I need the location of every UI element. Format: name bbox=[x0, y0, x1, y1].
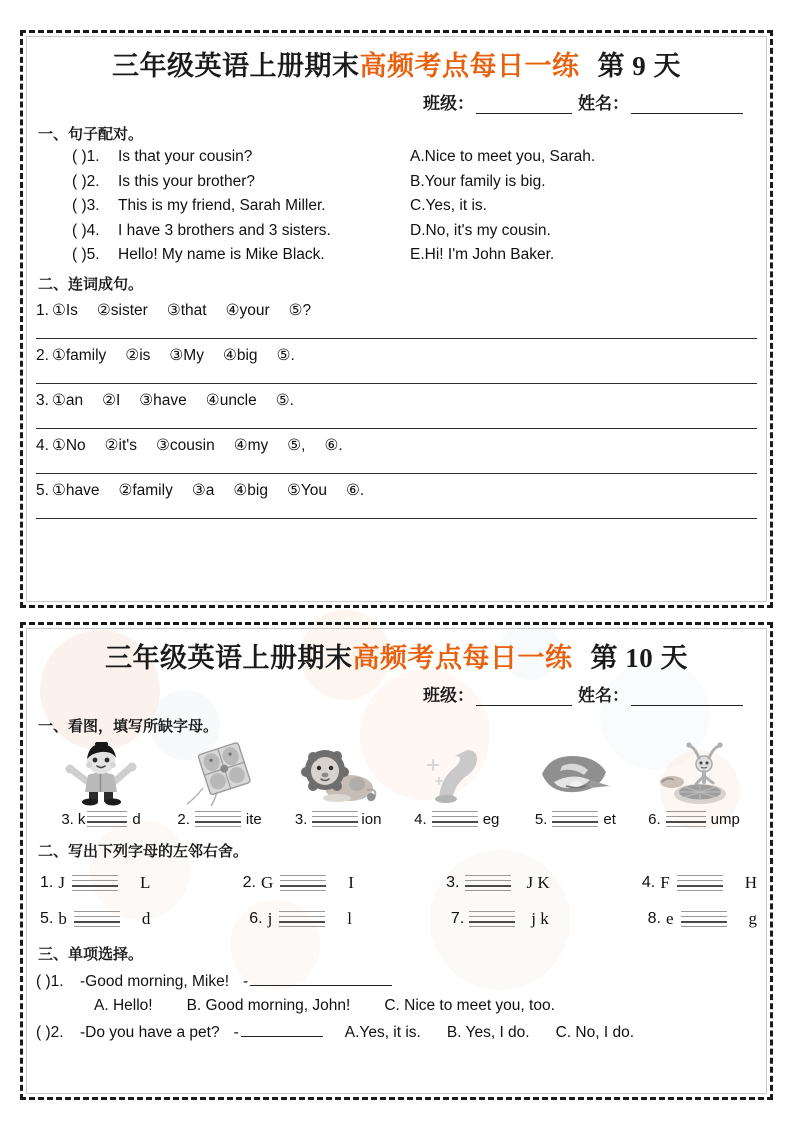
item-number: 2. bbox=[177, 810, 190, 828]
table-row bbox=[36, 246, 757, 264]
answer-rule[interactable] bbox=[36, 382, 757, 384]
list-item bbox=[451, 909, 549, 929]
item-number: 6. bbox=[648, 810, 661, 828]
list-item bbox=[635, 740, 753, 828]
answer-rule[interactable] bbox=[36, 517, 757, 519]
table-row bbox=[36, 197, 757, 215]
list-item bbox=[36, 301, 757, 339]
student-info-line-day10 bbox=[36, 681, 757, 706]
title-day-part: 第 10 天 bbox=[590, 643, 688, 673]
writing-guide-blank[interactable] bbox=[469, 910, 515, 928]
writing-guide-blank[interactable] bbox=[677, 874, 723, 892]
letter-after: I bbox=[348, 873, 354, 892]
letter-before: b bbox=[58, 909, 67, 928]
student-info-line-day9 bbox=[36, 89, 757, 114]
writing-guide-blank[interactable] bbox=[280, 874, 326, 892]
item-number: 8. bbox=[647, 910, 661, 927]
answer-paren[interactable]: ( )2. bbox=[72, 172, 100, 190]
leg-icon bbox=[398, 740, 516, 806]
list-item bbox=[243, 873, 354, 893]
mc-option[interactable]: A. Hello! bbox=[94, 997, 153, 1014]
item-number: 4. bbox=[641, 874, 656, 891]
match-question: This is my friend, Sarah Miller. bbox=[118, 197, 326, 214]
word-token: ⑥. bbox=[346, 482, 365, 499]
page-title-day9 bbox=[36, 44, 757, 83]
name-label: 姓名： bbox=[578, 94, 629, 114]
answer-rule[interactable] bbox=[36, 337, 757, 339]
picture-answer bbox=[635, 810, 753, 828]
section-heading-word-order: 二、连词成句。 bbox=[38, 275, 144, 293]
word-token: ⑤You bbox=[286, 482, 328, 499]
word-token: ④uncle bbox=[205, 392, 257, 409]
match-answer: A.Nice to meet you, Sarah. bbox=[410, 148, 596, 165]
section-heading-matching: 一、句子配对。 bbox=[38, 125, 144, 143]
match-question: Is this your brother? bbox=[118, 172, 255, 190]
list-item bbox=[40, 873, 150, 893]
writing-guide-blank[interactable] bbox=[666, 810, 706, 828]
word-token: ③a bbox=[191, 482, 215, 499]
mc-question: -Good morning, Mike! bbox=[80, 973, 230, 990]
letter-before: F bbox=[660, 873, 670, 892]
letter-after: d bbox=[141, 909, 151, 928]
letter-after: J K bbox=[526, 873, 550, 892]
list-item bbox=[36, 391, 757, 429]
item-number: 3. bbox=[61, 810, 74, 828]
answer-paren[interactable]: ( )2. bbox=[36, 1024, 64, 1041]
answer-rule[interactable] bbox=[36, 472, 757, 474]
word-token: ④my bbox=[233, 437, 269, 454]
jump-icon bbox=[635, 740, 753, 806]
writing-guide-blank[interactable] bbox=[279, 910, 325, 928]
match-answer: B.Your family is big. bbox=[410, 172, 546, 190]
day9-content bbox=[20, 30, 773, 608]
word-token: ①Is bbox=[51, 302, 78, 319]
word-token: ①family bbox=[51, 347, 107, 364]
writing-guide-blank[interactable] bbox=[72, 874, 118, 892]
word-token: ②family bbox=[118, 482, 173, 499]
writing-guide-blank[interactable] bbox=[432, 810, 478, 828]
section-heading-multiple-choice: 三、单项选择。 bbox=[38, 945, 144, 963]
picture-answer bbox=[516, 810, 634, 828]
word-token: ①an bbox=[51, 392, 84, 409]
item-number: 1. bbox=[36, 302, 49, 319]
mc-options bbox=[345, 1024, 660, 1042]
title-black-part: 三年级英语上册期末 bbox=[105, 643, 353, 674]
item-number: 5. bbox=[36, 482, 49, 499]
picture-letter-exercise bbox=[42, 740, 753, 828]
list-item bbox=[161, 740, 279, 828]
table-row bbox=[36, 148, 757, 166]
letter-after: l bbox=[347, 909, 353, 928]
list-item bbox=[36, 481, 757, 519]
lion-icon bbox=[279, 740, 397, 806]
list-item bbox=[279, 740, 397, 828]
table-row bbox=[36, 222, 757, 240]
word-token: ⑤, bbox=[287, 437, 306, 454]
writing-guide-blank[interactable] bbox=[681, 910, 727, 928]
letter-after: g bbox=[748, 909, 757, 928]
neighbour-letters-row-2 bbox=[36, 909, 757, 929]
list-item bbox=[42, 740, 160, 828]
day10-content bbox=[20, 622, 773, 1100]
mc-question: -Do you have a pet? bbox=[80, 1024, 220, 1041]
word-token: ⑤? bbox=[288, 302, 312, 319]
list-item bbox=[516, 740, 634, 828]
item-number: 3. bbox=[36, 392, 49, 409]
mc-option[interactable]: C. No, I do. bbox=[555, 1024, 635, 1041]
answer-rule[interactable] bbox=[36, 427, 757, 429]
match-answer: C.Yes, it is. bbox=[410, 197, 487, 214]
item-number: 4. bbox=[414, 810, 427, 828]
letter-suffix: ump bbox=[710, 810, 740, 828]
word-token: ④your bbox=[225, 302, 270, 319]
list-item bbox=[36, 346, 757, 384]
kite-icon bbox=[161, 740, 279, 806]
word-token: ③have bbox=[139, 392, 187, 409]
writing-guide-blank[interactable] bbox=[74, 910, 120, 928]
writing-guide-blank[interactable] bbox=[195, 810, 241, 828]
picture-answer bbox=[279, 810, 397, 828]
picture-answer bbox=[398, 810, 516, 828]
neighbour-letters-row-1 bbox=[36, 873, 757, 893]
item-number: 2. bbox=[242, 874, 256, 891]
match-answer: D.No, it's my cousin. bbox=[410, 221, 551, 239]
letter-before: e bbox=[665, 909, 674, 928]
mc-option[interactable]: A.Yes, it is. bbox=[344, 1024, 421, 1041]
picture-answer bbox=[42, 810, 160, 828]
mc-dash: - bbox=[233, 1024, 239, 1041]
list-item bbox=[36, 971, 757, 991]
mc-option[interactable]: B. Good morning, John! bbox=[186, 997, 351, 1014]
page-title-day10 bbox=[36, 636, 757, 675]
item-number: 5. bbox=[40, 910, 54, 927]
word-token: ①No bbox=[51, 437, 86, 454]
name-input-blank[interactable] bbox=[631, 97, 743, 114]
letter-prefix: k bbox=[77, 810, 86, 828]
letter-suffix: ion bbox=[361, 810, 382, 828]
item-number: 7. bbox=[450, 910, 465, 927]
letter-after: j k bbox=[531, 909, 549, 928]
name-input-blank[interactable] bbox=[631, 689, 743, 706]
item-number: 1. bbox=[40, 874, 54, 891]
item-number: 6. bbox=[249, 910, 263, 927]
word-token: ③cousin bbox=[156, 437, 215, 454]
mc-option[interactable]: C. Nice to meet you, too. bbox=[384, 997, 555, 1014]
class-input-blank[interactable] bbox=[476, 97, 572, 114]
letter-suffix: et bbox=[603, 810, 616, 828]
list-item bbox=[642, 873, 757, 893]
section-heading-picture-letters: 一、看图，填写所缺字母。 bbox=[38, 717, 219, 735]
letter-before: G bbox=[260, 873, 274, 892]
list-item bbox=[398, 740, 516, 828]
class-label: 班级： bbox=[423, 686, 474, 706]
match-answer: E.Hi! I'm John Baker. bbox=[410, 246, 555, 263]
class-label: 班级： bbox=[423, 94, 474, 114]
word-token: ⑥. bbox=[324, 437, 343, 454]
letter-suffix: eg bbox=[482, 810, 500, 828]
picture-answer bbox=[161, 810, 279, 828]
word-token: ⑤. bbox=[275, 392, 294, 409]
list-item bbox=[36, 1022, 757, 1042]
writing-guide-blank[interactable] bbox=[465, 874, 511, 892]
table-row bbox=[36, 173, 757, 191]
list-item bbox=[249, 909, 352, 929]
list-item bbox=[648, 909, 757, 929]
kid-icon bbox=[42, 740, 160, 806]
jet-icon bbox=[516, 740, 634, 806]
word-token: ③My bbox=[169, 347, 204, 364]
title-black-part: 三年级英语上册期末 bbox=[112, 51, 360, 82]
list-item bbox=[36, 436, 757, 474]
word-order-exercise bbox=[36, 301, 757, 519]
word-token: ③that bbox=[166, 302, 207, 319]
word-token: ④big bbox=[233, 482, 268, 499]
word-token: ④big bbox=[222, 347, 258, 364]
item-number: 3. bbox=[446, 874, 460, 891]
section-heading-neighbour-letters: 二、写出下列字母的左邻右舍。 bbox=[38, 842, 249, 860]
item-number: 5. bbox=[534, 810, 548, 828]
word-token: ②it's bbox=[104, 437, 138, 454]
answer-paren[interactable]: ( )3. bbox=[72, 197, 100, 214]
match-question: Hello! My name is Mike Black. bbox=[118, 246, 325, 263]
answer-paren[interactable]: ( )1. bbox=[36, 973, 64, 990]
mc-answer-blank[interactable] bbox=[250, 971, 392, 986]
writing-guide-blank[interactable] bbox=[87, 810, 127, 828]
letter-before: J bbox=[58, 873, 65, 892]
letter-before: j bbox=[267, 909, 273, 928]
letter-after: L bbox=[139, 873, 151, 892]
mc-option[interactable]: B. Yes, I do. bbox=[446, 1024, 530, 1041]
word-token: ①have bbox=[51, 482, 100, 499]
name-label: 姓名： bbox=[578, 686, 629, 706]
letter-suffix: ite bbox=[245, 810, 262, 828]
mc-options bbox=[36, 997, 757, 1015]
class-input-blank[interactable] bbox=[476, 689, 572, 706]
word-token: ⑤. bbox=[276, 347, 295, 364]
writing-guide-blank[interactable] bbox=[312, 810, 358, 828]
answer-paren[interactable]: ( )1. bbox=[72, 148, 100, 165]
mc-answer-blank[interactable] bbox=[241, 1022, 323, 1037]
word-token: ②I bbox=[102, 392, 121, 409]
item-number: 3. bbox=[294, 810, 308, 828]
item-number: 2. bbox=[36, 347, 49, 364]
word-token: ②sister bbox=[96, 302, 148, 319]
matching-exercise bbox=[36, 148, 757, 264]
title-day-part: 第 9 天 bbox=[597, 51, 681, 81]
word-token: ②is bbox=[125, 347, 151, 364]
writing-guide-blank[interactable] bbox=[552, 810, 598, 828]
letter-after: H bbox=[744, 873, 757, 892]
item-number: 4. bbox=[36, 437, 49, 454]
list-item bbox=[40, 909, 150, 929]
title-orange-part: 高频考点每日一练 bbox=[359, 51, 580, 82]
mc-dash: - bbox=[243, 973, 249, 990]
letter-suffix: d bbox=[132, 810, 141, 828]
answer-paren[interactable]: ( )5. bbox=[72, 246, 100, 263]
match-question: Is that your cousin? bbox=[118, 148, 253, 165]
list-item bbox=[446, 873, 550, 893]
match-question: I have 3 brothers and 3 sisters. bbox=[118, 221, 331, 239]
answer-paren[interactable]: ( )4. bbox=[72, 221, 100, 239]
title-orange-part: 高频考点每日一练 bbox=[352, 643, 573, 674]
